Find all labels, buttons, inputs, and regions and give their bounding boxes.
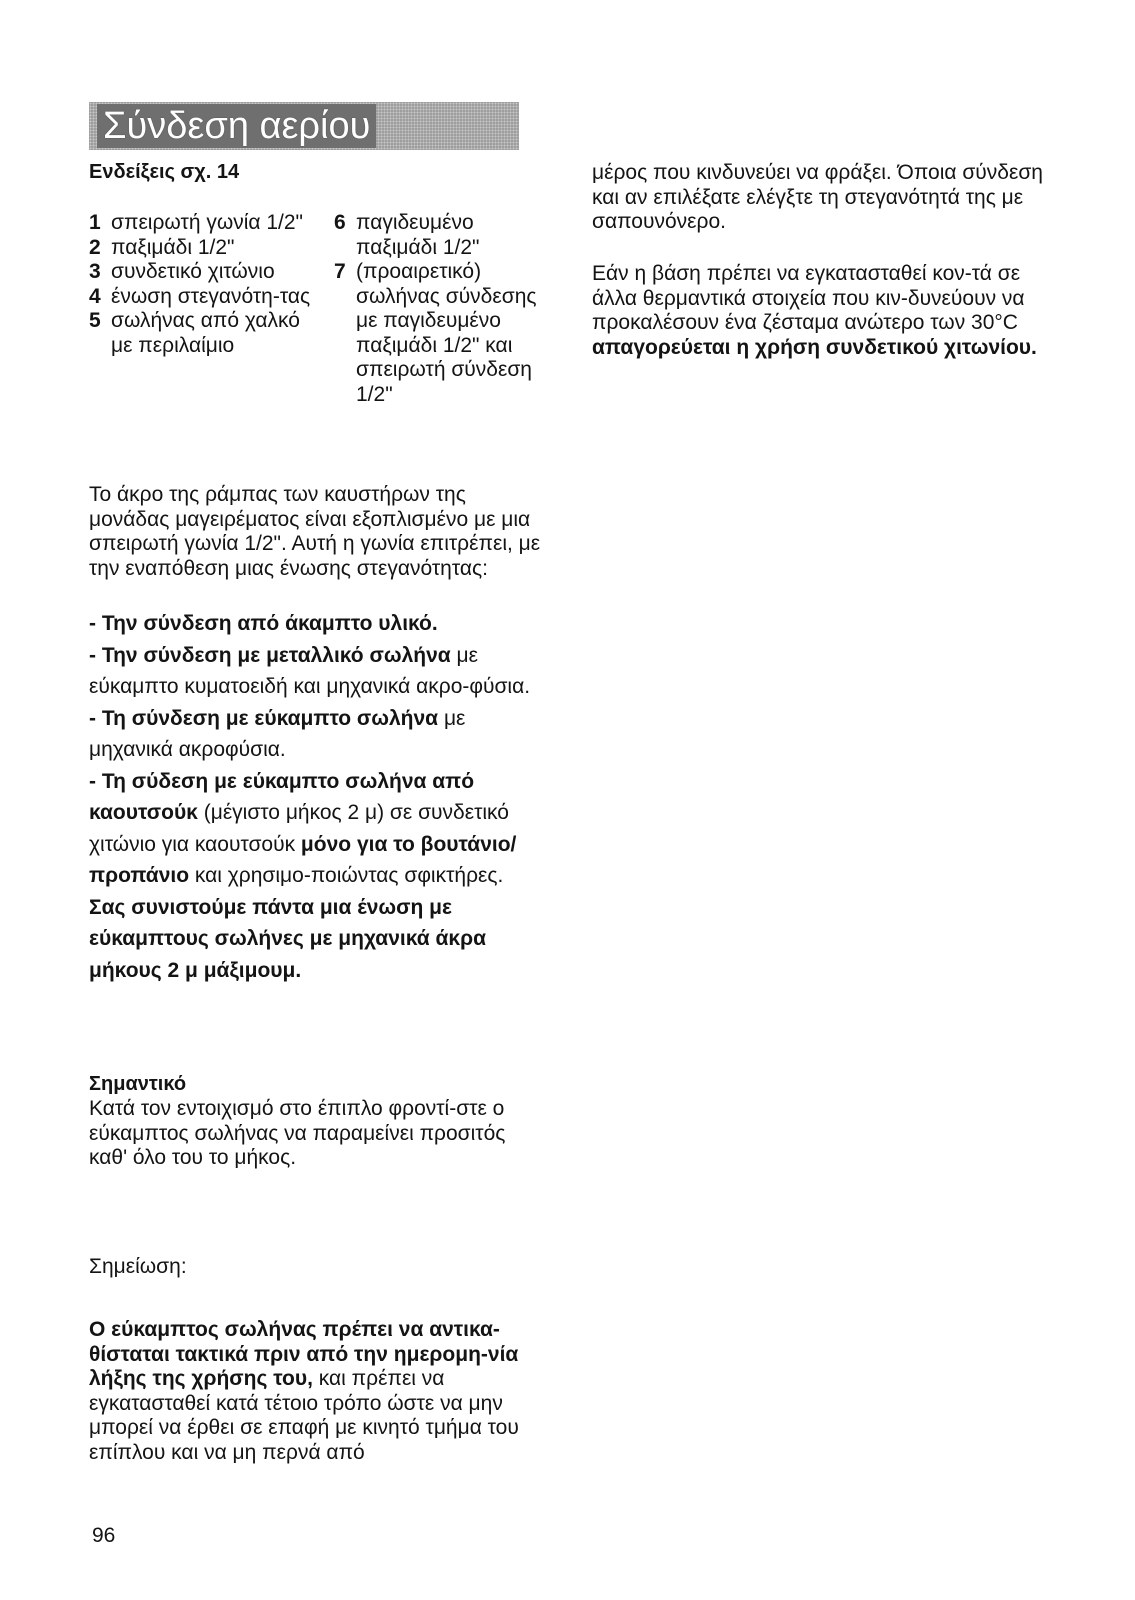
option-metal-hose bbox=[89, 640, 544, 703]
legend-text: σωλήνας από χαλκό με περιλαίμιο bbox=[111, 309, 300, 357]
right-paragraph-2-bold: απαγορεύεται η χρήση συνδετικού χιτωνίου. bbox=[592, 335, 1037, 359]
recommendation-text: Σας συνιστούμε πάντα μια ένωση με εύκαμπτους σωλήνες με μηχανικά άκρα μήκους 2 μ μάξιμουμ. bbox=[89, 895, 487, 982]
option-rubber-hose bbox=[89, 766, 544, 892]
legend-heading: Ενδείξεις σχ. 14 bbox=[89, 161, 240, 183]
legend-item bbox=[89, 211, 324, 236]
legend-number: 1 bbox=[89, 211, 101, 234]
note-paragraph bbox=[89, 1318, 544, 1465]
legend-right-column bbox=[334, 211, 544, 407]
legend-item bbox=[89, 260, 324, 285]
legend-number: 3 bbox=[89, 260, 101, 283]
legend-number: 4 bbox=[89, 284, 101, 308]
option-flexible-hose bbox=[89, 703, 544, 766]
option-bold-text: - Τη σύδεση με εύκαμπτο σωλήνα από καουτσούκ bbox=[89, 769, 475, 824]
option-rigid bbox=[89, 608, 544, 640]
option-text: (μέγιστο μήκος 2 μ) σε συνδετικό χιτώνιο για καουτσούκ bbox=[89, 801, 509, 856]
page-number: 96 bbox=[92, 1524, 116, 1547]
legend-text: συνδετικό χιτώνιο bbox=[111, 260, 275, 283]
legend-number: 6 bbox=[334, 211, 346, 234]
legend-number: 5 bbox=[89, 309, 101, 332]
legend-item bbox=[334, 260, 544, 407]
legend-text: σπειρωτή γωνία 1/2" bbox=[111, 211, 304, 234]
option-bold-text: μόνο για το βουτάνιο/προπάνιο bbox=[89, 832, 517, 887]
page-title: Σύνδεση αερίου bbox=[97, 104, 376, 148]
legend-number: 7 bbox=[334, 260, 346, 283]
note-heading: Σημείωση: bbox=[89, 1255, 187, 1278]
option-bold-text: - Την σύνδεση από άκαμπτο υλικό. bbox=[89, 612, 438, 635]
legend-text: (προαιρετικό) σωλήνας σύνδεσης με παγιδευμένο παξιμάδι 1/2" και σπειρωτή σύνδεση 1/2" bbox=[356, 260, 537, 406]
title-banner bbox=[89, 102, 519, 150]
option-text: και χρησιμο-ποιώντας σφικτήρες. bbox=[189, 864, 504, 887]
important-heading: Σημαντικό bbox=[89, 1073, 187, 1095]
legend-item bbox=[89, 285, 324, 310]
note-text: και πρέπει να εγκατασταθεί κατά τέτοιο τρόπο ώστε να μην μπορεί να έρθει σε επαφή με κινητό τμήμα του επίπλου και να μη περνά από bbox=[89, 1367, 519, 1464]
intro-paragraph: Το άκρο της ράμπας των καυστήρων της μονάδας μαγειρέματος είναι εξοπλισμένο με μια σπειρωτή γωνία 1/2". Αυτή η γωνία επιτρέπει, με την εναπόθεση μιας ένωσης στεγανότητας: bbox=[89, 483, 541, 580]
option-bold-text: - Τη σύνδεση με εύκαμπτο σωλήνα bbox=[89, 706, 439, 730]
option-text: με εύκαμπτο κυματοειδή και μηχανικά ακρο-φύσια. bbox=[89, 643, 531, 698]
legend-number: 2 bbox=[89, 235, 101, 259]
legend-item bbox=[89, 236, 324, 261]
legend-text: ένωση στεγανότη-τας bbox=[111, 284, 311, 308]
connection-options bbox=[89, 608, 544, 986]
right-paragraph-1: μέρος που κινδυνεύει να φράξει. Όποια σύνδεση και αν επιλέξατε ελέγξτε τη στεγανότητά της με σαπουνόνερο. bbox=[592, 161, 1043, 233]
right-paragraph-2-text: Εάν η βάση πρέπει να εγκατασταθεί κον-τά σε άλλα θερμαντικά στοιχεία που κιν-δυνεύουν να προκαλέσουν ένα ζέσταμα ανώτερο των 30°C bbox=[592, 262, 1025, 334]
legend-text: παξιμάδι 1/2" bbox=[111, 235, 235, 259]
legend-text: παγιδευμένο παξιμάδι 1/2" bbox=[356, 211, 480, 259]
option-text: με μηχανικά ακροφύσια. bbox=[89, 706, 466, 761]
legend-left-column bbox=[89, 211, 324, 358]
right-paragraph-2 bbox=[592, 262, 1052, 360]
legend-item bbox=[334, 211, 544, 260]
recommendation bbox=[89, 892, 544, 987]
note-bold-text: Ο εύκαμπτος σωλήνας πρέπει να αντικα-θίσταται τακτικά πριν από την ημερομη-νία λήξης της χρήσης του, bbox=[89, 1318, 519, 1390]
legend-item bbox=[89, 309, 324, 358]
important-text: Κατά τον εντοιχισμό στο έπιπλο φροντί-στε ο εύκαμπτος σωλήνας να παραμείνει προσιτός καθ' όλο του το μήκος. bbox=[89, 1097, 506, 1169]
option-bold-text: - Την σύνδεση με μεταλλικό σωλήνα bbox=[89, 643, 451, 667]
